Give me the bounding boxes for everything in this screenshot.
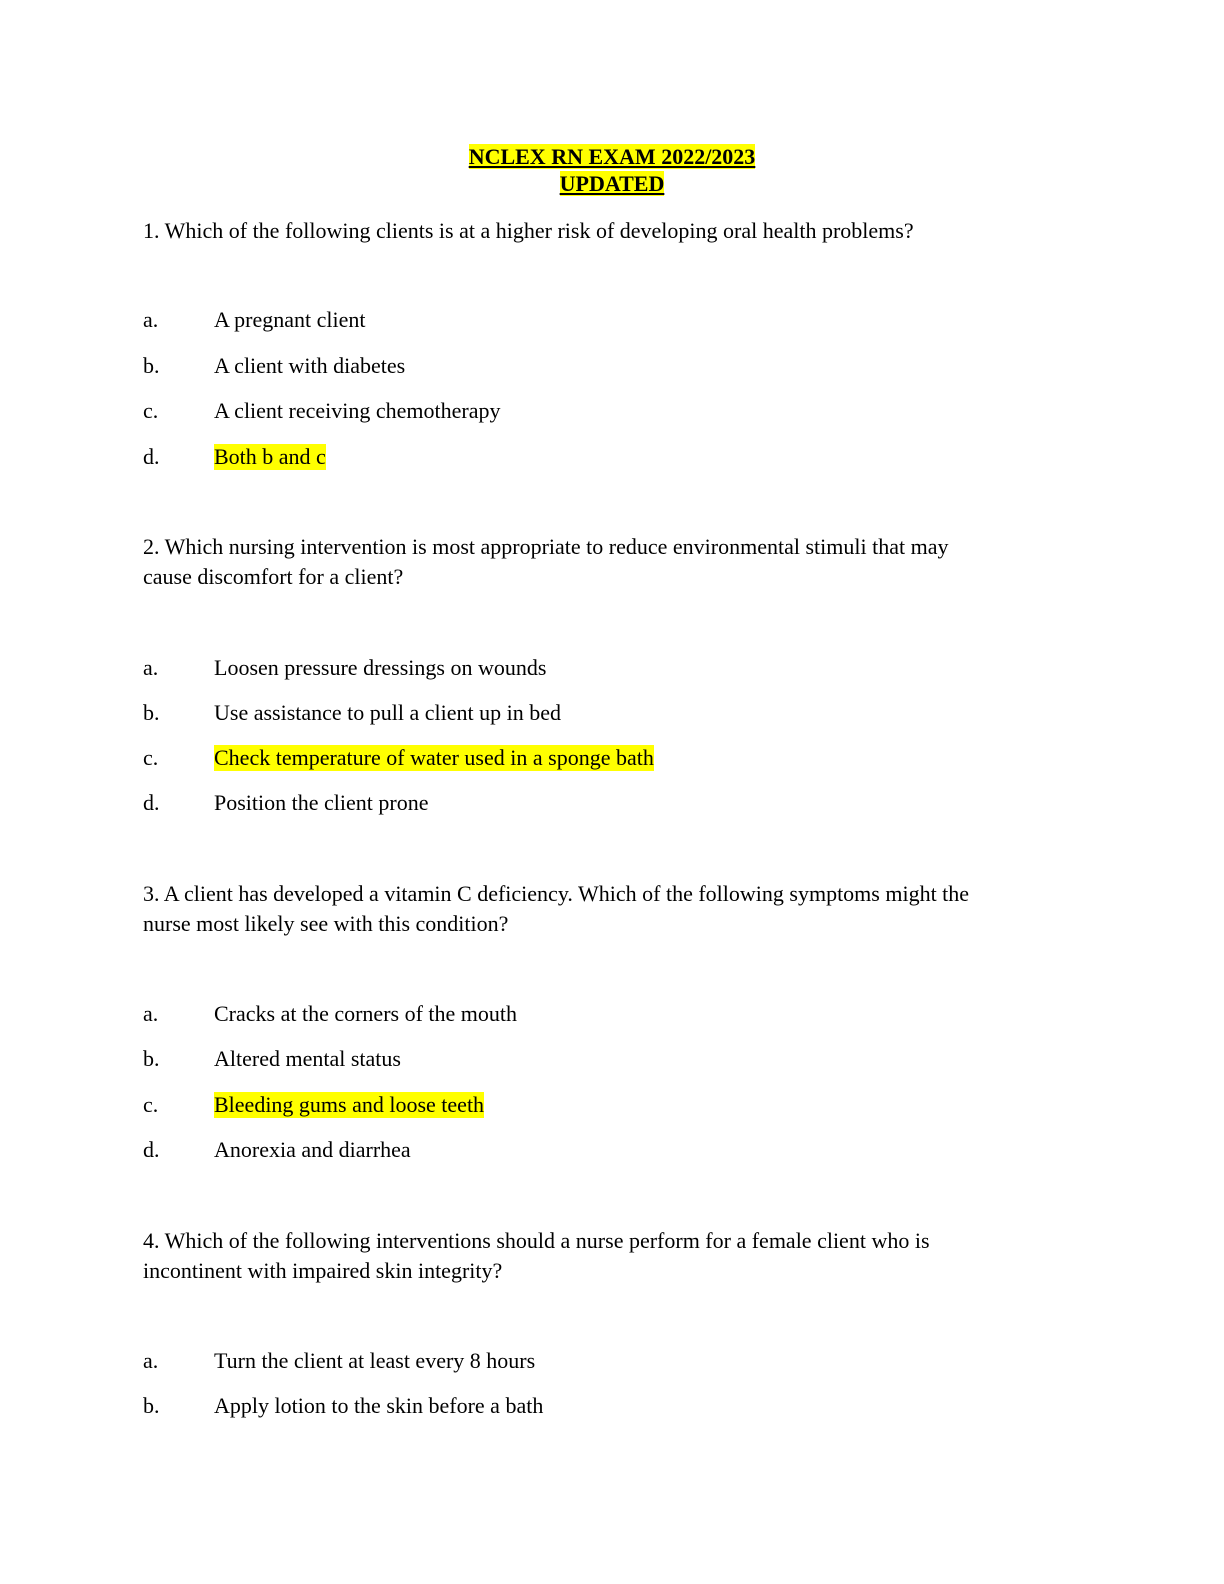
question-3: 3. A client has developed a vitamin C deficiency. Which of the following symptoms might the xyxy=(143,881,970,906)
option-text: A client with diabetes xyxy=(214,353,406,378)
option-text: Altered mental status xyxy=(214,1046,401,1071)
option-letter: c. xyxy=(143,1092,159,1117)
option-text: Cracks at the corners of the mouth xyxy=(214,1001,518,1026)
question-1: 1. Which of the following clients is at a higher risk of developing oral health problems? xyxy=(143,218,914,243)
option-letter: b. xyxy=(143,353,160,378)
option-letter: d. xyxy=(143,444,160,469)
option-text: A client receiving chemotherapy xyxy=(214,398,501,423)
title-text: UPDATED xyxy=(559,171,665,196)
question-3-cont: nurse most likely see with this condition? xyxy=(143,911,509,936)
option-letter: d. xyxy=(143,790,160,815)
option-letter: a. xyxy=(143,307,159,332)
option-text: Turn the client at least every 8 hours xyxy=(214,1348,536,1373)
option-text: A pregnant client xyxy=(214,307,366,332)
option-letter: c. xyxy=(143,398,159,423)
option-text: Loosen pressure dressings on wounds xyxy=(214,655,547,680)
option-letter: a. xyxy=(143,655,159,680)
question-2-cont: cause discomfort for a client? xyxy=(143,564,404,589)
question-2: 2. Which nursing intervention is most appropriate to reduce environmental stimuli that may xyxy=(143,534,949,559)
option-letter: b. xyxy=(143,1393,160,1418)
option-text-answer: Bleeding gums and loose teeth xyxy=(214,1092,485,1117)
option-text: Anorexia and diarrhea xyxy=(214,1137,411,1162)
title-line-1 xyxy=(0,144,1224,170)
option-text-answer: Check temperature of water used in a sponge bath xyxy=(214,745,654,770)
option-letter: a. xyxy=(143,1348,159,1373)
question-4: 4. Which of the following interventions should a nurse perform for a female client who is xyxy=(143,1228,930,1253)
option-letter: c. xyxy=(143,745,159,770)
option-text: Apply lotion to the skin before a bath xyxy=(214,1393,544,1418)
option-text-answer: Both b and c xyxy=(214,444,326,469)
option-text: Use assistance to pull a client up in bed xyxy=(214,700,562,725)
option-letter: b. xyxy=(143,700,160,725)
title-line-2 xyxy=(0,171,1224,197)
option-letter: d. xyxy=(143,1137,160,1162)
option-text: Position the client prone xyxy=(214,790,429,815)
title-text: NCLEX RN EXAM 2022/2023 xyxy=(468,144,756,169)
option-letter: a. xyxy=(143,1001,159,1026)
question-4-cont: incontinent with impaired skin integrity? xyxy=(143,1258,503,1283)
option-letter: b. xyxy=(143,1046,160,1071)
